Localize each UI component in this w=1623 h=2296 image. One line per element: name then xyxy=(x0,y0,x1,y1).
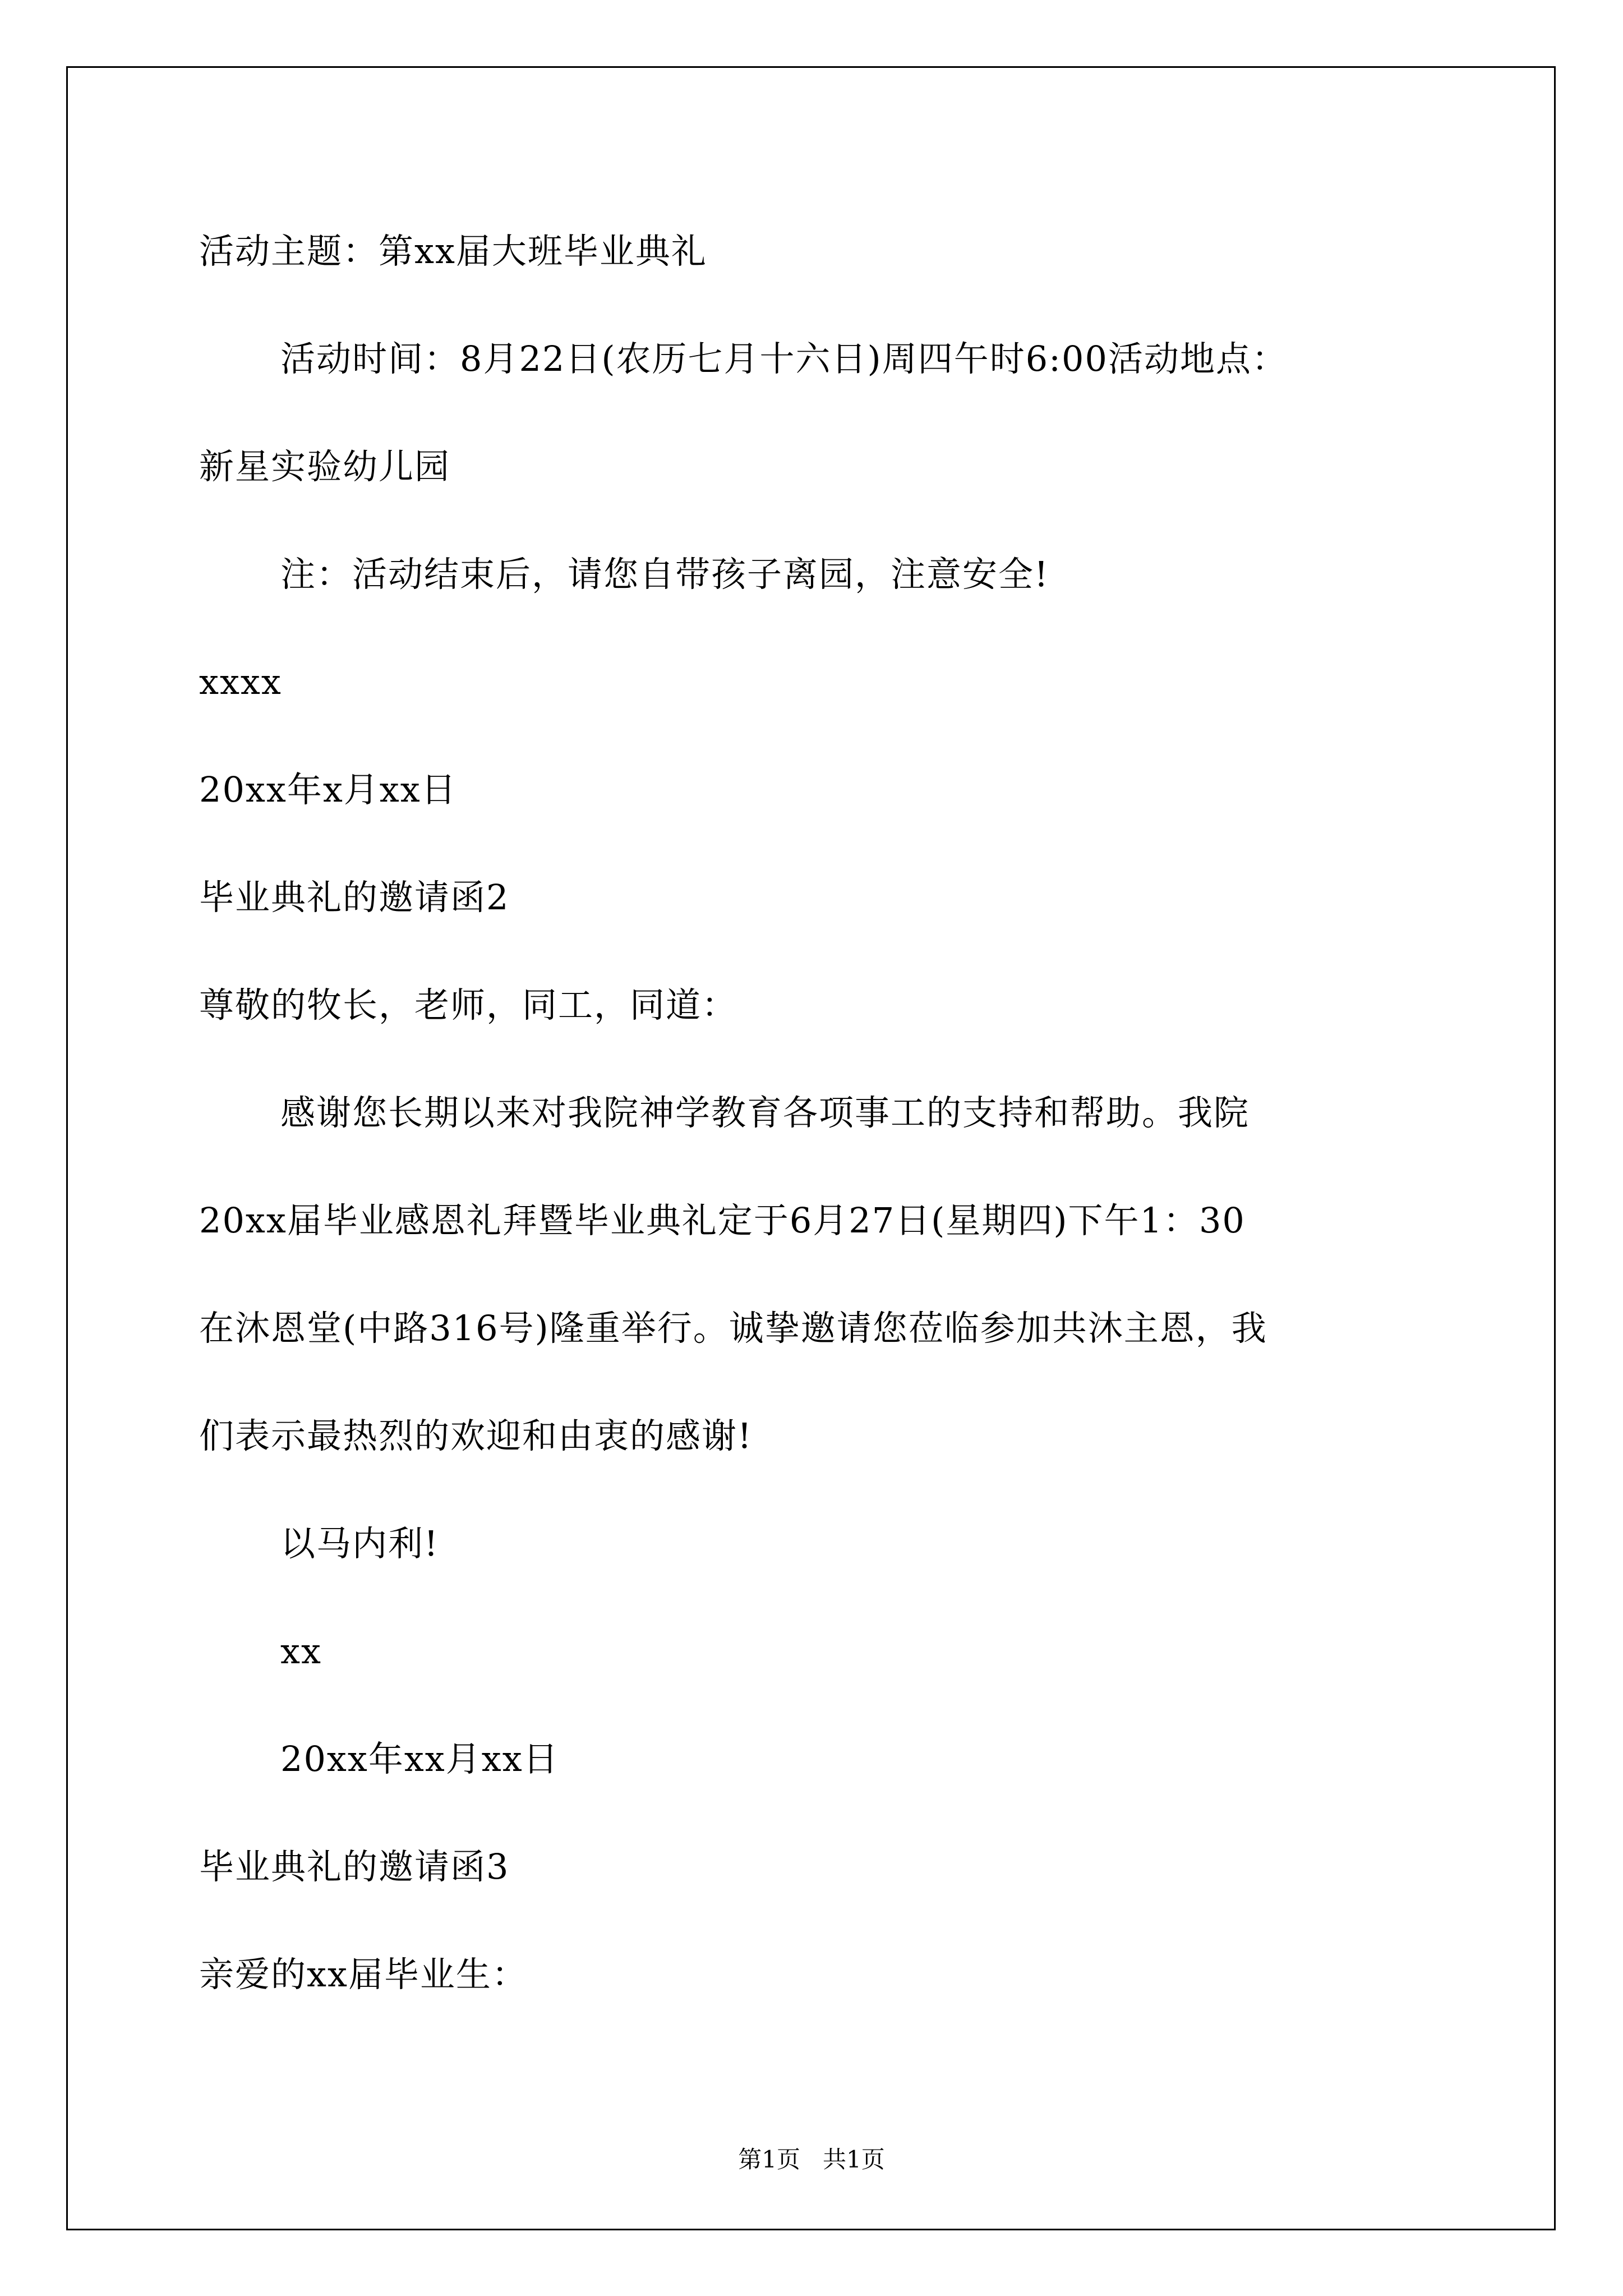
activity-time: 活动时间：8月22日(农历七月十六日)周四午时6:00活动地点： xyxy=(280,338,1288,379)
body-paragraph-line-4: 们表示最热烈的欢迎和由衷的感谢! xyxy=(199,1415,753,1456)
section-heading-2: 毕业典礼的邀请函2 xyxy=(199,877,510,918)
closing-blessing: 以马内利! xyxy=(280,1523,439,1564)
salutation-2: 尊敬的牧长，老师，同工，同道： xyxy=(199,984,738,1025)
sender-name-1: xxxx xyxy=(199,661,282,702)
section-heading-3: 毕业典礼的邀请函3 xyxy=(199,1846,510,1887)
page-number-footer: 第1页 共1页 xyxy=(738,2146,885,2173)
salutation-3: 亲爱的xx届毕业生： xyxy=(199,1954,528,1995)
date-1: 20xx年x月xx日 xyxy=(199,769,457,810)
body-paragraph-line-3: 在沐恩堂(中路316号)隆重举行。诚挚邀请您莅临参加共沐主恩，我 xyxy=(199,1308,1267,1349)
body-paragraph-line-1: 感谢您长期以来对我院神学教育各项事工的支持和帮助。我院 xyxy=(280,1092,1250,1133)
sender-name-2: xx xyxy=(280,1631,322,1672)
activity-note: 注：活动结束后，请您自带孩子离园，注意安全! xyxy=(280,554,1049,595)
date-2: 20xx年xx月xx日 xyxy=(280,1738,559,1779)
activity-theme: 活动主题：第xx届大班毕业典礼 xyxy=(199,231,707,272)
activity-location: 新星实验幼儿园 xyxy=(199,446,451,487)
body-paragraph-line-2: 20xx届毕业感恩礼拜暨毕业典礼定于6月27日(星期四)下午1：30 xyxy=(199,1200,1246,1241)
page-border xyxy=(66,66,1556,2230)
